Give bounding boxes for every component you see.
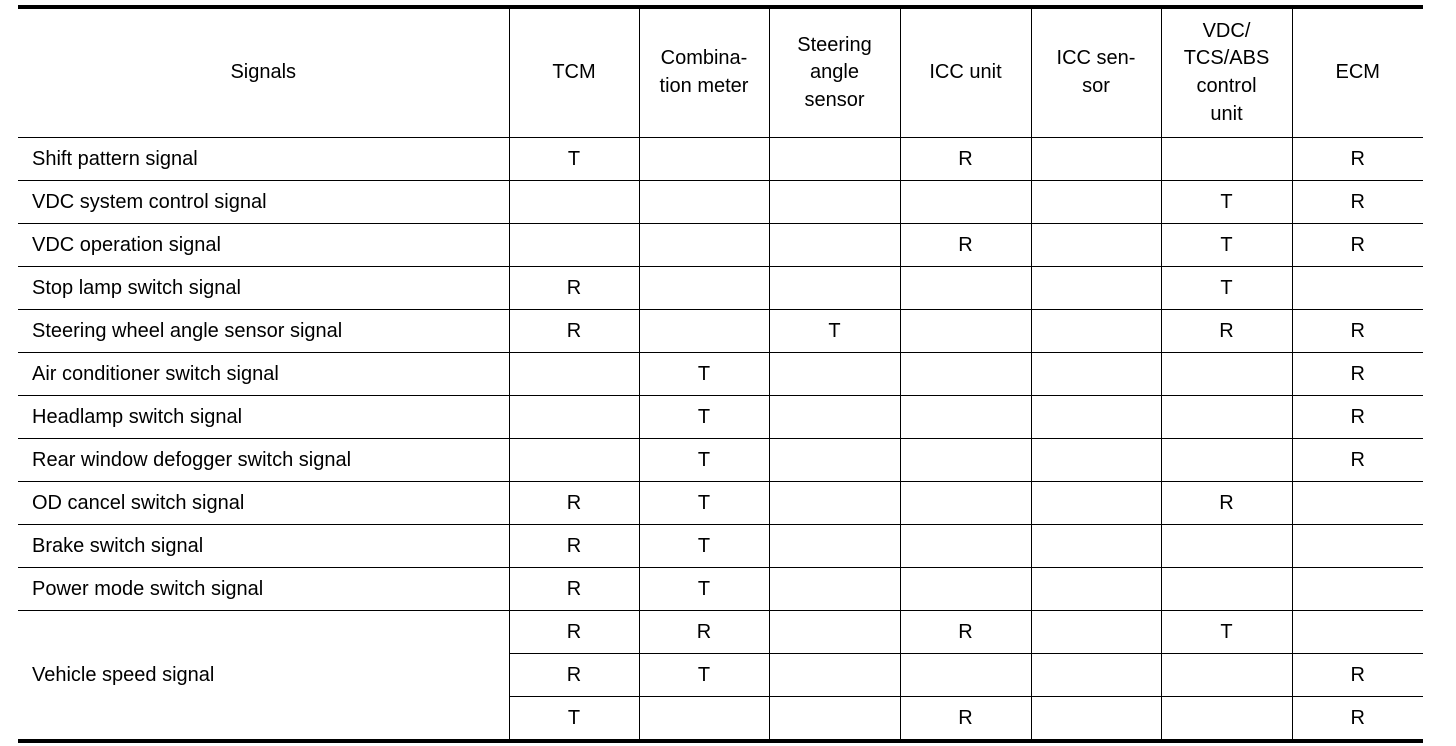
column-header-line: TCM — [552, 61, 596, 84]
value-cell-steering-angle-sensor — [769, 267, 900, 310]
value-cell-icc-sensor — [1031, 439, 1161, 482]
value-cell-icc-sensor — [1031, 568, 1161, 611]
value-cell-icc-unit — [900, 267, 1031, 310]
table-row — [18, 525, 1423, 568]
value-cell-tcm: R — [509, 482, 639, 525]
value-cell-vdc-control-unit: T — [1161, 611, 1292, 654]
signal-name-cell: Brake switch signal — [18, 525, 509, 568]
value-cell-icc-sensor — [1031, 525, 1161, 568]
value-cell-steering-angle-sensor — [769, 568, 900, 611]
value-cell-tcm — [509, 353, 639, 396]
column-header-tcm — [509, 7, 639, 138]
header-row — [18, 7, 1423, 138]
value-cell-tcm — [509, 181, 639, 224]
value-cell-vdc-control-unit — [1161, 439, 1292, 482]
value-cell-vdc-control-unit — [1161, 654, 1292, 697]
signal-name-cell: Rear window defogger switch signal — [18, 439, 509, 482]
value-cell-steering-angle-sensor — [769, 697, 900, 742]
value-cell-tcm — [509, 396, 639, 439]
value-cell-icc-sensor — [1031, 267, 1161, 310]
value-cell-combination-meter: R — [639, 611, 769, 654]
value-cell-tcm: R — [509, 611, 639, 654]
value-cell-tcm: R — [509, 267, 639, 310]
value-cell-combination-meter: T — [639, 482, 769, 525]
column-header-line: ECM — [1335, 61, 1380, 84]
table-row — [18, 568, 1423, 611]
column-header-line: tion meter — [659, 75, 749, 97]
table-row — [18, 439, 1423, 482]
signal-name-cell: OD cancel switch signal — [18, 482, 509, 525]
value-cell-icc-unit — [900, 654, 1031, 697]
column-header-icc-sensor — [1031, 7, 1161, 138]
column-header-line: control — [1196, 75, 1257, 97]
column-header-vdc-control-unit — [1161, 7, 1292, 138]
value-cell-icc-unit: R — [900, 611, 1031, 654]
value-cell-ecm — [1292, 482, 1423, 525]
value-cell-steering-angle-sensor — [769, 482, 900, 525]
signal-name-cell: Shift pattern signal — [18, 138, 509, 181]
table-row — [18, 138, 1423, 181]
value-cell-steering-angle-sensor — [769, 224, 900, 267]
signal-name-cell: Vehicle speed signal — [18, 611, 509, 742]
value-cell-icc-unit: R — [900, 224, 1031, 267]
column-header-steering-angle-sensor — [769, 7, 900, 138]
value-cell-tcm: T — [509, 138, 639, 181]
value-cell-icc-unit — [900, 353, 1031, 396]
value-cell-tcm: R — [509, 568, 639, 611]
value-cell-vdc-control-unit — [1161, 353, 1292, 396]
table-row — [18, 396, 1423, 439]
value-cell-vdc-control-unit — [1161, 396, 1292, 439]
value-cell-ecm: R — [1292, 396, 1423, 439]
value-cell-ecm: R — [1292, 654, 1423, 697]
value-cell-icc-unit — [900, 439, 1031, 482]
column-header-ecm — [1292, 7, 1423, 138]
column-header-line: sensor — [804, 88, 865, 111]
value-cell-combination-meter: T — [639, 439, 769, 482]
table-body — [18, 138, 1423, 742]
value-cell-icc-sensor — [1031, 138, 1161, 181]
value-cell-vdc-control-unit — [1161, 525, 1292, 568]
signal-table — [18, 5, 1423, 743]
column-header-line: Combina- — [660, 47, 748, 70]
value-cell-tcm — [509, 439, 639, 482]
value-cell-icc-sensor — [1031, 353, 1161, 396]
column-header-icc-unit — [900, 7, 1031, 138]
value-cell-vdc-control-unit: R — [1161, 310, 1292, 353]
value-cell-icc-unit: R — [900, 697, 1031, 742]
value-cell-icc-unit — [900, 568, 1031, 611]
table-row — [18, 267, 1423, 310]
column-header-signals — [18, 7, 509, 138]
signal-name-cell: Headlamp switch signal — [18, 396, 509, 439]
signal-name-cell: VDC operation signal — [18, 224, 509, 267]
column-header-line: Signals — [230, 61, 297, 84]
value-cell-tcm: R — [509, 654, 639, 697]
signal-name-cell: Power mode switch signal — [18, 568, 509, 611]
table-row — [18, 353, 1423, 396]
column-header-line: Steering — [797, 33, 872, 56]
value-cell-icc-sensor — [1031, 224, 1161, 267]
value-cell-steering-angle-sensor — [769, 353, 900, 396]
value-cell-icc-sensor — [1031, 654, 1161, 697]
signal-name-cell: Stop lamp switch signal — [18, 267, 509, 310]
column-header-line: VDC/ — [1202, 19, 1251, 42]
column-header-line: unit — [1210, 102, 1243, 125]
value-cell-combination-meter: T — [639, 654, 769, 697]
value-cell-vdc-control-unit — [1161, 138, 1292, 181]
value-cell-steering-angle-sensor — [769, 396, 900, 439]
value-cell-icc-unit — [900, 525, 1031, 568]
value-cell-vdc-control-unit: R — [1161, 482, 1292, 525]
column-header-line: TCS/ABS — [1183, 47, 1270, 70]
value-cell-combination-meter — [639, 224, 769, 267]
value-cell-vdc-control-unit — [1161, 568, 1292, 611]
value-cell-combination-meter — [639, 138, 769, 181]
value-cell-icc-sensor — [1031, 482, 1161, 525]
value-cell-combination-meter: T — [639, 568, 769, 611]
table-row — [18, 310, 1423, 353]
value-cell-steering-angle-sensor — [769, 439, 900, 482]
value-cell-steering-angle-sensor — [769, 525, 900, 568]
signal-name-cell: Air conditioner switch signal — [18, 353, 509, 396]
column-header-line: angle — [810, 61, 859, 84]
column-header-line: ICC unit — [929, 61, 1002, 84]
value-cell-tcm: R — [509, 525, 639, 568]
value-cell-vdc-control-unit — [1161, 697, 1292, 742]
signal-name-cell: VDC system control signal — [18, 181, 509, 224]
value-cell-ecm: R — [1292, 353, 1423, 396]
value-cell-ecm — [1292, 611, 1423, 654]
value-cell-ecm — [1292, 525, 1423, 568]
value-cell-vdc-control-unit: T — [1161, 181, 1292, 224]
value-cell-steering-angle-sensor — [769, 181, 900, 224]
table-row — [18, 224, 1423, 267]
table-row — [18, 482, 1423, 525]
value-cell-combination-meter — [639, 181, 769, 224]
value-cell-combination-meter — [639, 697, 769, 742]
value-cell-icc-sensor — [1031, 310, 1161, 353]
value-cell-ecm: R — [1292, 224, 1423, 267]
value-cell-ecm: R — [1292, 697, 1423, 742]
value-cell-steering-angle-sensor — [769, 611, 900, 654]
value-cell-steering-angle-sensor — [769, 654, 900, 697]
table-row — [18, 181, 1423, 224]
value-cell-steering-angle-sensor — [769, 138, 900, 181]
value-cell-icc-unit — [900, 482, 1031, 525]
value-cell-ecm: R — [1292, 310, 1423, 353]
column-header-line: sor — [1082, 75, 1110, 97]
value-cell-ecm: R — [1292, 439, 1423, 482]
value-cell-icc-unit — [900, 310, 1031, 353]
value-cell-icc-sensor — [1031, 181, 1161, 224]
value-cell-icc-unit — [900, 181, 1031, 224]
value-cell-icc-unit — [900, 396, 1031, 439]
value-cell-ecm — [1292, 568, 1423, 611]
column-header-combination-meter — [639, 7, 769, 138]
value-cell-combination-meter: T — [639, 396, 769, 439]
value-cell-combination-meter — [639, 267, 769, 310]
value-cell-vdc-control-unit: T — [1161, 267, 1292, 310]
value-cell-icc-sensor — [1031, 396, 1161, 439]
value-cell-combination-meter: T — [639, 353, 769, 396]
value-cell-ecm — [1292, 267, 1423, 310]
value-cell-vdc-control-unit: T — [1161, 224, 1292, 267]
signal-name-cell: Steering wheel angle sensor signal — [18, 310, 509, 353]
value-cell-icc-sensor — [1031, 697, 1161, 742]
value-cell-steering-angle-sensor: T — [769, 310, 900, 353]
column-header-line: ICC sen- — [1056, 47, 1136, 70]
value-cell-combination-meter — [639, 310, 769, 353]
table-header — [18, 7, 1423, 138]
value-cell-icc-unit: R — [900, 138, 1031, 181]
table-row-vehicle-speed — [18, 611, 1423, 654]
value-cell-ecm: R — [1292, 138, 1423, 181]
value-cell-ecm: R — [1292, 181, 1423, 224]
value-cell-combination-meter: T — [639, 525, 769, 568]
value-cell-tcm: T — [509, 697, 639, 742]
value-cell-tcm: R — [509, 310, 639, 353]
value-cell-icc-sensor — [1031, 611, 1161, 654]
value-cell-tcm — [509, 224, 639, 267]
